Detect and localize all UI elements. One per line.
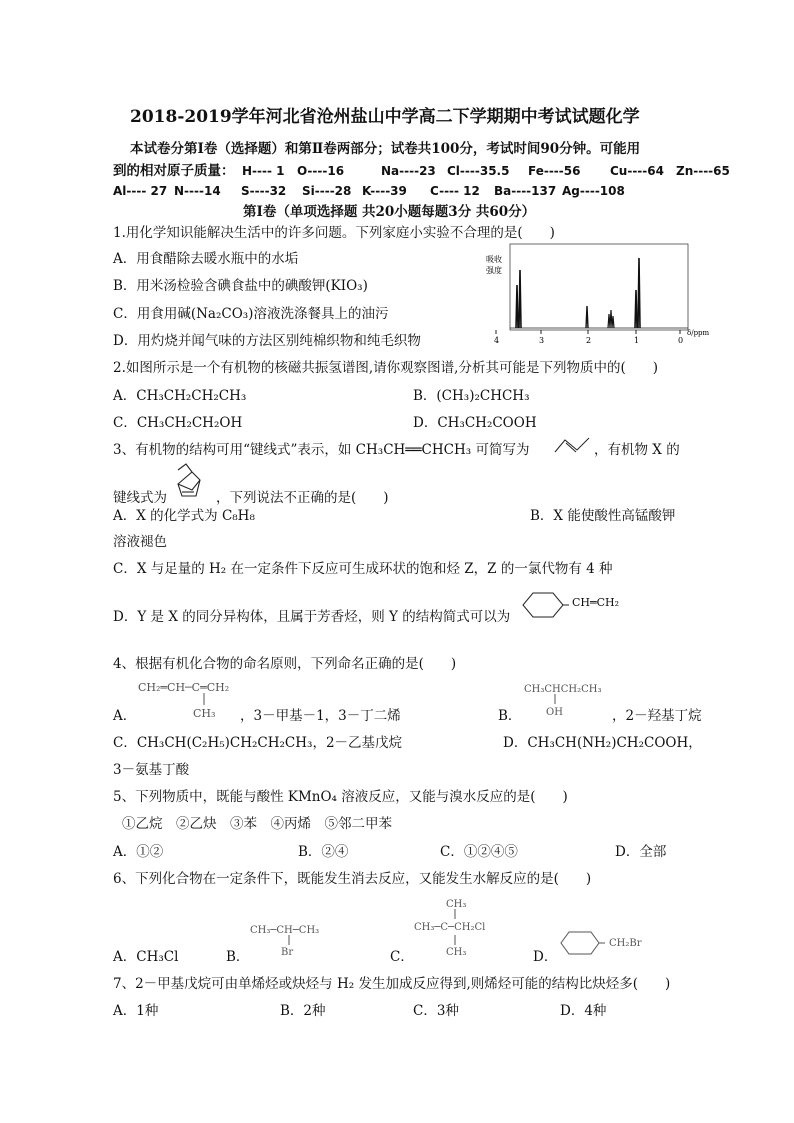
nmr-tick-2: 2 xyxy=(586,336,592,345)
nmr-ylabel-1: 吸收 xyxy=(486,255,502,264)
q1-option-a: A．用食醋除去暖水瓶中的水垢 xyxy=(113,251,299,267)
styrene-vinyl: CH═CH₂ xyxy=(572,596,620,609)
mass-Na: Na----23 xyxy=(381,164,436,178)
q1-option-b: B．用米汤检验含碘食盐中的碘酸钾(KIO₃) xyxy=(113,278,368,294)
q1-option-d: D．用灼烧并闻气味的方法区别纯棉织物和纯毛织物 xyxy=(113,333,421,349)
nmr-tick-4: 4 xyxy=(494,336,500,345)
mass-Fe: Fe----56 xyxy=(528,164,581,178)
q6-option-a: A．CH₃Cl xyxy=(113,949,179,965)
q4-option-a-name: ，3－甲基－1，3－丁二烯 xyxy=(240,708,401,724)
intro-line-2-label: 到的相对原子质量： xyxy=(113,163,235,179)
q3-option-d: D．Y 是 X 的同分异构体，且属于芳香烃，则 Y 的结构简式可以为 xyxy=(113,609,511,625)
q4-option-b-name: ，2－羟基丁烷 xyxy=(612,708,702,724)
q2-option-d: D．CH₃CH₂COOH xyxy=(413,415,537,431)
q2-stem: 2.如图所示是一个有机物的核磁共振氢谱图,请你观察图谱,分析其可能是下列物质中的( ) xyxy=(113,360,658,376)
mass-C: C---- 12 xyxy=(430,184,480,198)
q4-b-branch-bond xyxy=(553,694,557,704)
nmr-spectrum-figure xyxy=(480,240,710,350)
benzyl-bromide-ring xyxy=(561,930,607,956)
q1-stem: 1.用化学知识能解决生活中的许多问题。下列家庭小实验不合理的是( ) xyxy=(113,225,555,241)
nmr-tick-1: 1 xyxy=(634,336,640,345)
q4-b-struct-main: CH₃CHCH₂CH₃ xyxy=(524,684,602,695)
q3-option-c: C．X 与足量的 H₂ 在一定条件下反应可生成环状的饱和烃 Z，Z 的一氯代物有 4 种 xyxy=(113,561,613,577)
q3-stem-c: 键线式为 xyxy=(113,490,167,506)
q5-option-d: D．全部 xyxy=(615,844,667,860)
nmr-x-unit: δ/ppm xyxy=(687,329,710,337)
butene-skeletal-formula xyxy=(553,434,593,456)
nmr-tick-3: 3 xyxy=(539,336,545,345)
nmr-peak xyxy=(516,285,518,328)
x-skeletal-formula xyxy=(170,462,214,502)
q6-option-c-label: C． xyxy=(390,949,414,965)
q6-d-struct: CH₂Br xyxy=(609,938,642,949)
q5-option-a: A．①② xyxy=(113,844,164,860)
q7-option-c: C．3种 xyxy=(413,1003,459,1019)
q4-b-struct-sub: OH xyxy=(546,707,563,718)
intro-line-1: 本试卷分第Ⅰ卷（选择题）和第Ⅱ卷两部分；试卷共100分，考试时间90分钟。可能用 xyxy=(130,141,641,157)
q5-stem: 5、下列物质中，既能与酸性 KMnO₄ 溶液反应，又能与溴水反应的是( ) xyxy=(113,789,568,805)
q4-a-struct-main: CH₂═CH─C═CH₂ xyxy=(138,681,230,694)
q6-c-struct-top: CH₃ xyxy=(446,899,467,910)
q4-option-c: C．CH₃CH(C₂H₅)CH₂CH₂CH₃，2－乙基戊烷 xyxy=(113,735,403,751)
page-title: 2018-2019学年河北省沧州盐山中学高二下学期期中考试试题化学 xyxy=(130,107,640,127)
q6-c-struct-mid: CH₃─C─CH₂Cl xyxy=(414,922,486,933)
nmr-ylabel-2: 强度 xyxy=(486,266,502,275)
mass-Al: Al---- 27 xyxy=(113,184,168,198)
q2-option-a: A．CH₃CH₂CH₂CH₃ xyxy=(113,388,247,404)
q6-c-struct-bottom: CH₃ xyxy=(446,947,467,958)
q7-option-d: D．4种 xyxy=(560,1003,607,1019)
mass-Ag: Ag----108 xyxy=(562,184,625,198)
q6-option-b-label: B． xyxy=(226,949,250,965)
nmr-peak xyxy=(586,306,588,328)
mass-Cl: Cl----35.5 xyxy=(447,164,510,178)
nmr-peak xyxy=(635,290,637,328)
nmr-peak xyxy=(638,258,640,328)
q7-stem: 7、2－甲基戊烷可由单烯烃或炔烃与 H₂ 发生加成反应得到,则烯烃可能的结构比炔烃多( ) xyxy=(113,976,671,992)
q5-option-c: C．①②④⑤ xyxy=(440,844,518,860)
mass-Cu: Cu----64 xyxy=(610,164,664,178)
mass-K: K----39 xyxy=(362,184,407,198)
q6-option-d-label: D． xyxy=(533,949,558,965)
q2-option-c: C．CH₃CH₂CH₂OH xyxy=(113,415,243,431)
q3-stem-a: 3、有机物的结构可用“键线式”表示，如 CH₃CH══CHCH₃ 可简写为 xyxy=(113,442,530,458)
q7-option-b: B．2种 xyxy=(280,1003,326,1019)
q4-a-struct-sub: CH₃ xyxy=(193,707,216,720)
q3-option-b-cont: 溶液褪色 xyxy=(113,534,167,550)
nmr-tick-0: 0 xyxy=(678,336,684,345)
section-heading: 第Ⅰ卷（单项选择题 共20小题每题3分 共60分） xyxy=(243,204,536,220)
q5-option-b: B．②④ xyxy=(298,844,349,860)
styrene-structure xyxy=(523,590,569,620)
nmr-peak xyxy=(519,270,521,328)
q4-a-branch-bond xyxy=(202,693,206,705)
q3-option-a: A．X 的化学式为 C₈H₈ xyxy=(113,508,255,524)
q6-b-struct-main: CH₃─CH─CH₃ xyxy=(250,925,320,936)
q3-stem-b: ，有机物 X 的 xyxy=(594,442,680,458)
nmr-peak xyxy=(608,310,614,328)
mass-S: S----32 xyxy=(241,184,287,198)
q4-option-a-label: A． xyxy=(113,708,137,724)
q3-stem-d: ，下列说法不正确的是( ) xyxy=(216,490,389,506)
q4-option-d-cont: 3－氨基丁酸 xyxy=(113,762,190,778)
q2-option-b: B．(CH₃)₂CHCH₃ xyxy=(413,388,530,404)
mass-N: N----14 xyxy=(174,184,221,198)
mass-Si: Si----28 xyxy=(302,184,352,198)
q4-option-b-label: B． xyxy=(498,708,522,724)
q6-b-struct-sub: Br xyxy=(281,947,294,958)
q1-option-c: C．用食用碱(Na₂CO₃)溶液洗涤餐具上的油污 xyxy=(113,306,389,322)
q4-option-d: D．CH₃CH(NH₂)CH₂COOH， xyxy=(503,735,702,751)
q5-items: ①乙烷 ②乙炔 ③苯 ④丙烯 ⑤邻二甲苯 xyxy=(122,816,392,832)
q7-option-a: A．1种 xyxy=(113,1003,159,1019)
mass-Ba: Ba----137 xyxy=(494,184,557,198)
mass-O: O----16 xyxy=(297,164,345,178)
q4-stem: 4、根据有机化合物的命名原则，下列命名正确的是( ) xyxy=(113,656,457,672)
mass-H: H---- 1 xyxy=(242,164,285,178)
q3-option-b: B．X 能使酸性高锰酸钾 xyxy=(530,508,676,524)
q6-stem: 6、下列化合物在一定条件下，既能发生消去反应，又能发生水解反应的是( ) xyxy=(113,871,592,887)
mass-Zn: Zn----65 xyxy=(676,164,730,178)
